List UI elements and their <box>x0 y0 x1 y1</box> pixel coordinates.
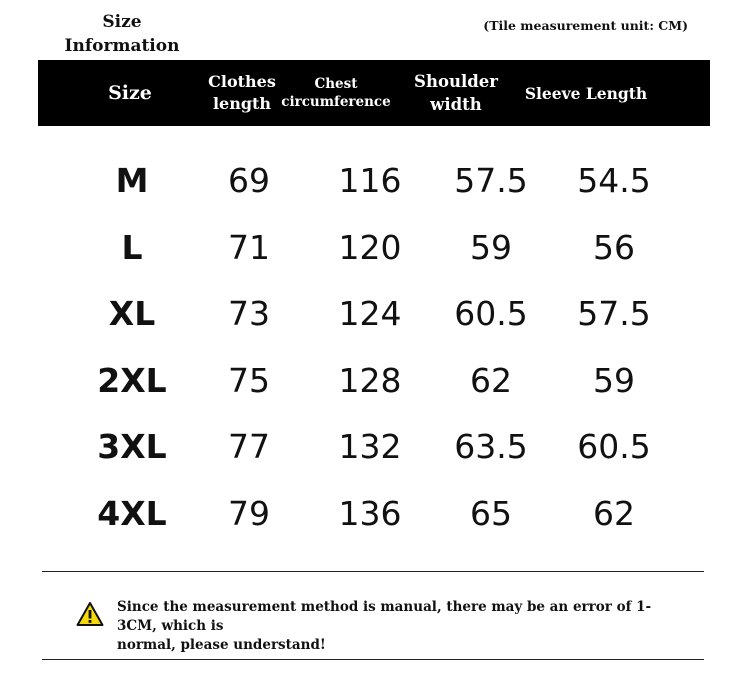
warning-icon <box>76 601 104 627</box>
cell-chest: 136 <box>338 493 402 533</box>
cell-shoulder: 60.5 <box>454 294 528 333</box>
header-size: Size <box>108 82 152 104</box>
table-row <box>0 348 750 415</box>
cell-sleeve: 57.5 <box>577 294 651 333</box>
cell-sleeve: 56 <box>593 227 635 267</box>
cell-clothes-length: 77 <box>228 427 270 466</box>
notice-line-1: Since the measurement method is manual, there may be an error of 1-3CM, which is <box>117 599 652 634</box>
cell-shoulder: 65 <box>470 493 512 533</box>
cell-shoulder: 57.5 <box>454 161 528 200</box>
cell-size: M <box>115 161 149 200</box>
table-row <box>0 281 750 348</box>
header-clothes-length-line-2: length <box>212 94 272 113</box>
cell-chest: 120 <box>338 227 402 267</box>
cell-clothes-length: 73 <box>228 294 270 333</box>
cell-clothes-length: 79 <box>228 493 270 533</box>
header-chest-line-1: Chest <box>314 76 358 92</box>
measurement-notice <box>117 598 677 655</box>
header-shoulder <box>396 60 516 126</box>
header-clothes-length-line-1: Clothes <box>208 72 276 91</box>
cell-size: L <box>121 227 143 267</box>
divider-top <box>42 571 704 572</box>
header-sleeve: Sleeve Length <box>524 83 648 103</box>
table-row <box>0 148 750 215</box>
divider-bottom <box>42 659 704 660</box>
table-row <box>0 481 750 548</box>
header-chest-line-2: circumference <box>281 94 391 110</box>
notice-line-2: normal, please understand! <box>117 637 326 653</box>
cell-size: XL <box>108 294 156 333</box>
cell-chest: 116 <box>338 161 402 200</box>
cell-sleeve: 62 <box>593 493 635 533</box>
cell-shoulder: 63.5 <box>454 427 528 466</box>
title-line-2: Information <box>64 36 180 56</box>
cell-clothes-length: 71 <box>228 227 270 267</box>
unit-note: (Tile measurement unit: CM) <box>483 18 688 33</box>
cell-chest: 124 <box>338 294 402 333</box>
cell-shoulder: 62 <box>470 360 512 400</box>
cell-size: 4XL <box>97 493 167 533</box>
page-title <box>52 10 192 58</box>
header-shoulder-line-2: width <box>430 95 482 114</box>
cell-size: 2XL <box>97 360 167 400</box>
cell-size: 3XL <box>97 427 167 466</box>
cell-chest: 128 <box>338 360 402 400</box>
cell-chest: 132 <box>338 427 402 466</box>
header-clothes-length <box>208 60 276 126</box>
cell-sleeve: 59 <box>593 360 635 400</box>
table-header <box>38 60 710 126</box>
table-row <box>0 414 750 481</box>
header-shoulder-line-1: Shoulder <box>414 72 498 91</box>
size-table-body <box>0 148 750 547</box>
cell-shoulder: 59 <box>470 227 512 267</box>
cell-sleeve: 60.5 <box>577 427 651 466</box>
cell-clothes-length: 69 <box>228 161 270 200</box>
header-chest <box>276 60 396 126</box>
title-line-1: Size <box>102 12 142 32</box>
table-row <box>0 215 750 282</box>
cell-clothes-length: 75 <box>228 360 270 400</box>
cell-sleeve: 54.5 <box>577 161 651 200</box>
